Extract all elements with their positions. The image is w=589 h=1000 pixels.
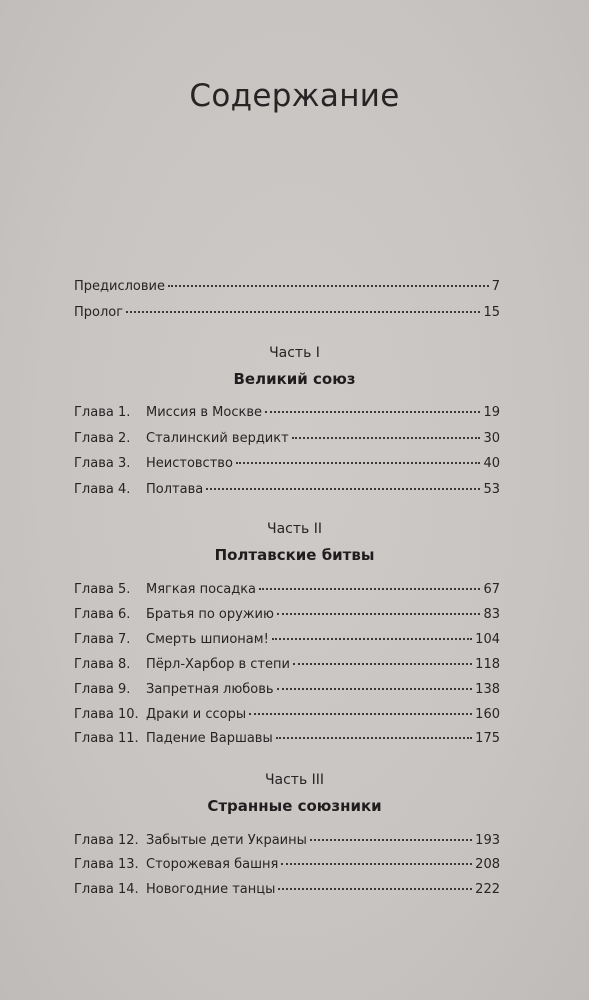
- part-3-title: Странные союзники: [207, 797, 382, 815]
- toc-entry-chapter-6[interactable]: [74, 607, 500, 627]
- toc-entry-chapter-12[interactable]: [74, 833, 500, 853]
- dot-leader: [293, 663, 472, 665]
- toc-entry-prologue[interactable]: [74, 305, 500, 325]
- toc-entry-chapter-13[interactable]: [74, 857, 500, 877]
- entry-label: Драки и ссоры: [146, 707, 247, 722]
- entry-label: Смерть шпионам!: [146, 632, 269, 647]
- dot-leader: [276, 737, 472, 739]
- dot-leader: [236, 462, 481, 464]
- chapter-number: Глава 5.: [74, 582, 131, 597]
- entry-label: Предисловие: [74, 279, 165, 294]
- entry-label: Пролог: [74, 305, 124, 320]
- entry-page: 138: [475, 682, 500, 697]
- part-2-label: Часть II: [267, 521, 322, 537]
- entry-label: Запретная любовь: [146, 682, 274, 697]
- entry-page: 40: [483, 456, 500, 471]
- entry-page: 160: [475, 707, 500, 722]
- entry-label: Сторожевая башня: [146, 857, 279, 872]
- toc-entry-chapter-7[interactable]: [74, 632, 500, 652]
- dot-leader: [249, 713, 472, 715]
- dot-leader: [265, 411, 480, 413]
- entry-page: 193: [475, 833, 500, 848]
- entry-page: 53: [483, 482, 500, 497]
- part-1-title: Великий союз: [233, 370, 356, 388]
- entry-page: 208: [475, 857, 500, 872]
- dot-leader: [281, 863, 472, 865]
- chapter-number: Глава 13.: [74, 857, 139, 872]
- chapter-number: Глава 14.: [74, 882, 139, 897]
- dot-leader: [277, 688, 473, 690]
- chapter-number: Глава 2.: [74, 431, 131, 446]
- entry-label: Полтава: [146, 482, 204, 497]
- chapter-number: Глава 6.: [74, 607, 131, 622]
- part-1-label: Часть I: [269, 345, 320, 361]
- part-3-label: Часть III: [264, 772, 325, 788]
- entry-page: 175: [475, 731, 500, 746]
- toc-entry-chapter-1[interactable]: [74, 405, 500, 425]
- chapter-number: Глава 4.: [74, 482, 131, 497]
- chapter-number: Глава 12.: [74, 833, 139, 848]
- dot-leader: [126, 311, 480, 313]
- chapter-number: Глава 8.: [74, 657, 131, 672]
- entry-page: 104: [475, 632, 500, 647]
- toc-entry-chapter-11[interactable]: [74, 731, 500, 751]
- dot-leader: [168, 285, 489, 287]
- entry-label: Новогодние танцы: [146, 882, 276, 897]
- toc-entry-chapter-9[interactable]: [74, 682, 500, 702]
- entry-label: Миссия в Москве: [146, 405, 262, 420]
- entry-page: 222: [475, 882, 500, 897]
- entry-page: 7: [491, 279, 500, 294]
- dot-leader: [272, 638, 472, 640]
- entry-label: Братья по оружию: [146, 607, 274, 622]
- chapter-number: Глава 1.: [74, 405, 131, 420]
- entry-label: Пёрл-Харбор в степи: [146, 657, 290, 672]
- part-2-title: Полтавские битвы: [214, 546, 375, 564]
- toc-entry-chapter-10[interactable]: [74, 707, 500, 727]
- chapter-number: Глава 9.: [74, 682, 131, 697]
- entry-page: 67: [483, 582, 500, 597]
- dot-leader: [277, 613, 481, 615]
- toc-entry-chapter-3[interactable]: [74, 456, 500, 476]
- entry-label: Неистовство: [146, 456, 233, 471]
- dot-leader: [259, 588, 480, 590]
- dot-leader: [292, 437, 481, 439]
- dot-leader: [206, 488, 480, 490]
- entry-label: Падение Варшавы: [146, 731, 273, 746]
- entry-page: 118: [475, 657, 500, 672]
- entry-page: 19: [483, 405, 500, 420]
- toc-entry-chapter-8[interactable]: [74, 657, 500, 677]
- dot-leader: [310, 839, 472, 841]
- chapter-number: Глава 10.: [74, 707, 139, 722]
- chapter-number: Глава 3.: [74, 456, 131, 471]
- chapter-number: Глава 11.: [74, 731, 139, 746]
- chapter-number: Глава 7.: [74, 632, 131, 647]
- toc-entry-chapter-2[interactable]: [74, 431, 500, 451]
- entry-label: Мягкая посадка: [146, 582, 257, 597]
- dot-leader: [278, 888, 472, 890]
- toc-entry-preface[interactable]: [74, 279, 500, 299]
- toc-entry-chapter-14[interactable]: [74, 882, 500, 902]
- entry-page: 30: [483, 431, 500, 446]
- entry-label: Сталинский вердикт: [146, 431, 289, 446]
- page-title: Содержание: [189, 78, 400, 114]
- entry-page: 83: [483, 607, 500, 622]
- toc-entry-chapter-5[interactable]: [74, 582, 500, 602]
- toc-entry-chapter-4[interactable]: [74, 482, 500, 502]
- entry-page: 15: [483, 305, 500, 320]
- entry-label: Забытые дети Украины: [146, 833, 307, 848]
